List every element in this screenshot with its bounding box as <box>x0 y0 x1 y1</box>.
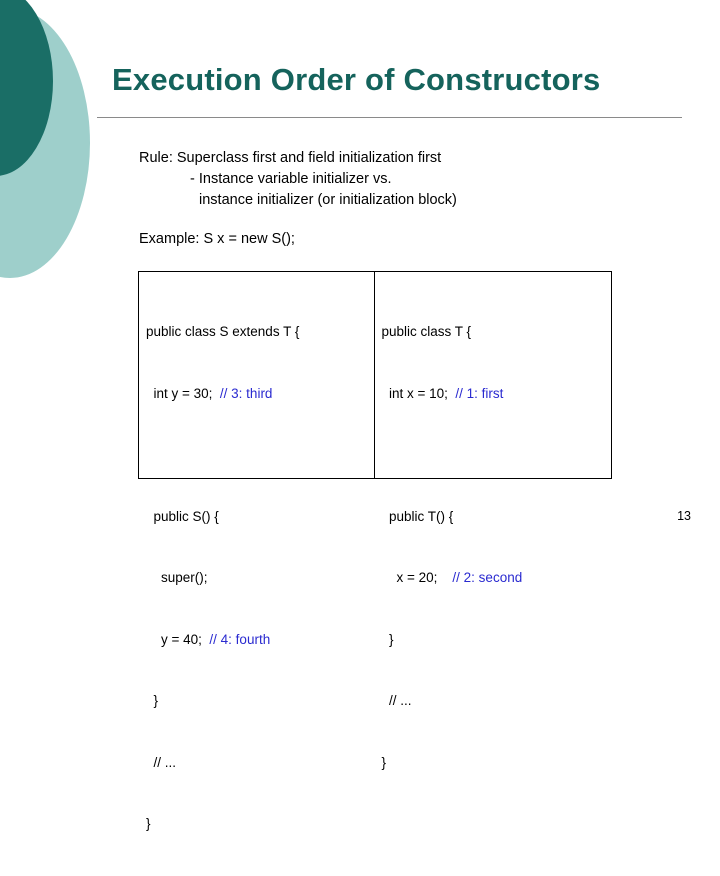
code-line <box>146 507 366 528</box>
code-text: } <box>381 631 394 647</box>
code-text: x = 20; <box>381 570 453 585</box>
body-line-instance-variable-initializer: - Instance variable initializer vs. <box>190 171 392 187</box>
body-line-rule: Rule: Superclass first and field initialization first <box>139 150 442 166</box>
page-title: Execution Order of Constructors <box>112 62 601 97</box>
code-comment: // 2: second <box>452 570 523 585</box>
code-line <box>382 507 604 528</box>
code-comment: // 4: fourth <box>209 631 271 647</box>
title-divider <box>97 117 682 118</box>
body-spacer <box>139 211 679 229</box>
body-line-example: Example: S x = new S(); <box>139 231 295 247</box>
code-line <box>382 384 604 405</box>
code-line <box>146 630 366 651</box>
code-line <box>382 445 604 466</box>
code-cell-class-t <box>375 272 612 770</box>
code-text: } <box>146 693 159 708</box>
code-text: public class T { <box>381 324 472 339</box>
code-line <box>146 445 366 466</box>
code-text: public class S extends T { <box>146 324 300 339</box>
code-comment: // 3: third <box>219 385 273 401</box>
code-cell-class-s <box>139 272 375 831</box>
code-line <box>382 630 604 651</box>
code-text: int x = 10; <box>381 385 456 401</box>
code-text: // ... <box>146 754 177 770</box>
code-line <box>146 691 366 712</box>
code-text: public S() { <box>146 508 219 524</box>
code-line <box>146 568 366 589</box>
code-text: } <box>381 754 387 770</box>
code-line <box>382 568 604 589</box>
code-text: } <box>146 816 151 831</box>
code-text: super(); <box>146 570 208 585</box>
code-line <box>146 814 366 835</box>
code-text: int y = 30; <box>146 385 220 401</box>
code-text: // ... <box>381 693 412 708</box>
code-comment: // 1: first <box>455 385 504 401</box>
code-line <box>146 753 366 774</box>
code-line <box>146 384 366 405</box>
body-text <box>139 148 679 250</box>
code-comparison-table <box>138 271 612 831</box>
code-text: public T() { <box>381 508 454 524</box>
code-line <box>382 691 604 712</box>
page-number: 13 <box>677 509 691 523</box>
code-line <box>146 322 366 343</box>
code-text: y = 40; <box>146 631 210 647</box>
code-line <box>382 753 604 774</box>
body-line-instance-initializer: instance initializer (or initialization block) <box>199 192 457 208</box>
code-line <box>382 322 604 343</box>
